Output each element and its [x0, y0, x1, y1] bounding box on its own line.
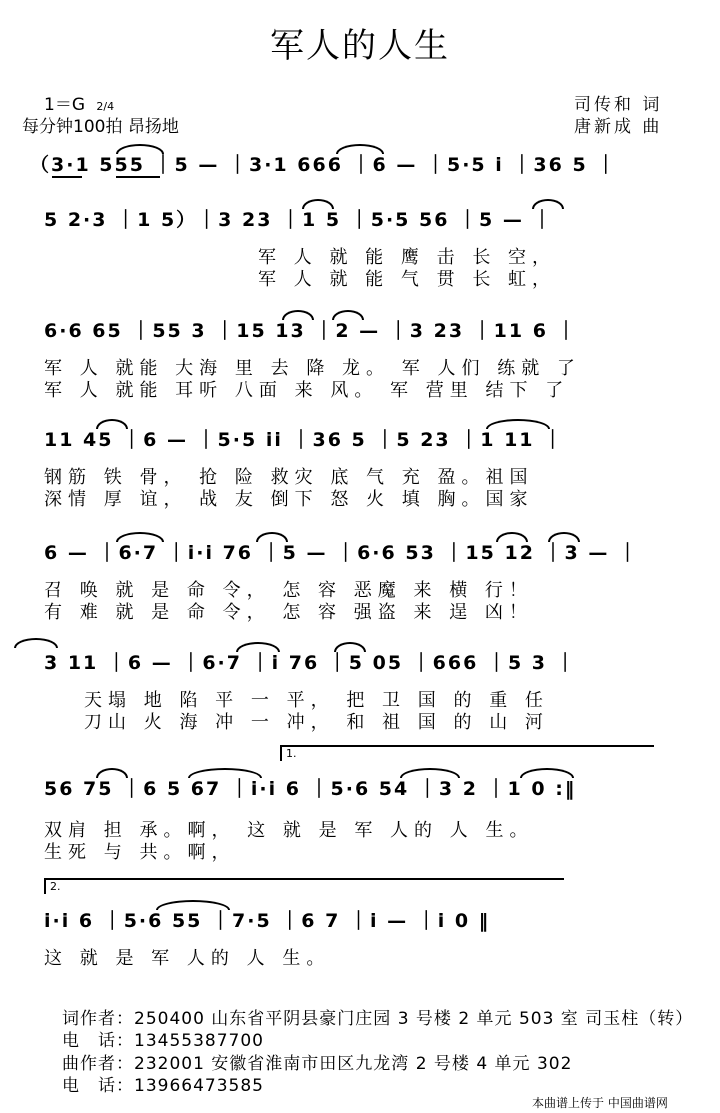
slur	[256, 532, 288, 542]
staff-row-3	[0, 316, 720, 406]
watermark-text: 本曲谱上传于 中国曲谱网	[532, 1096, 668, 1110]
notation-line: 6·6 65 ｜55 3 ｜15 13 ｜2 — ｜3 23 ｜11 6 ｜	[44, 320, 578, 342]
time-signature: 2/4	[96, 100, 115, 113]
lyric-verse-1: 召 唤 就 是 命 令， 怎 容 恶魔 来 横 行！	[44, 580, 533, 601]
beam-line	[52, 176, 82, 178]
composer-address: 曲作者：232001 安徽省淮南市田区九龙湾 2 号楼 4 单元 302	[62, 1054, 573, 1074]
key-label: 1＝G	[44, 95, 85, 115]
staff-row-2	[0, 205, 720, 295]
notation-line: 5 2·3 ｜1 5）｜3 23 ｜1 5 ｜5·5 56 ｜5 — ｜	[44, 209, 554, 231]
slur	[282, 310, 314, 320]
staff-row-6	[0, 648, 720, 738]
slur	[548, 532, 580, 542]
notation-line: （3·1 555 ｜5 — ｜3·1 666 ｜6 — ｜5·5 i ｜36 5 ｜	[30, 154, 618, 176]
lyric-verse-2: 军 人 就 能 气 贯 长 虹，	[258, 269, 557, 290]
lyric-verse-1: 军 人 就能 大海 里 去 降 龙。 军 人们 练就 了	[44, 358, 581, 379]
watermark-logo	[532, 1094, 668, 1111]
tempo-marking: 每分钟100拍 昂扬地	[22, 117, 179, 137]
composer-phone: 电 话：13966473585	[62, 1076, 264, 1096]
slur	[302, 199, 334, 209]
slur	[520, 768, 574, 778]
composer-credit: 唐新成 曲	[574, 117, 663, 137]
slur	[334, 642, 366, 652]
slur	[14, 638, 58, 648]
lyric-verse-1: 天塌 地 陷 平 一 平， 把 卫 国 的 重 任	[84, 690, 549, 711]
slur	[236, 642, 280, 652]
lyricist-address: 词作者：250400 山东省平阴县豪门庄园 3 号楼 2 单元 503 室 司玉柱（转）	[62, 1009, 694, 1029]
slur	[496, 532, 528, 542]
notation-line: 11 45 ｜6 — ｜5·5 ii ｜36 5 ｜5 23 ｜1 11 ｜	[44, 429, 565, 451]
lyric-verse-1: 这 就 是 军 人的 人 生。	[44, 948, 331, 969]
lyricist-credit: 司传和 词	[574, 95, 663, 115]
staff-row-1	[0, 150, 720, 190]
lyric-verse-2: 有 难 就 是 命 令， 怎 容 强盗 来 逞 凶！	[44, 602, 533, 623]
slur	[96, 768, 128, 778]
triplet-bracket	[116, 144, 164, 154]
staff-row-5	[0, 538, 720, 628]
lyric-verse-1: 钢筋 铁 骨， 抢 险 救灾 底 气 充 盈。祖国	[44, 467, 534, 488]
beam-line	[116, 176, 160, 178]
song-title: 军人的人生	[270, 26, 450, 66]
lyric-verse-2: 刀山 火 海 冲 一 冲， 和 祖 国 的 山 河	[84, 712, 549, 733]
lyric-verse-2: 深情 厚 谊， 战 友 倒下 怒 火 填 胸。国家	[44, 489, 534, 510]
slur	[400, 768, 460, 778]
staff-row-7	[0, 774, 720, 864]
slur	[156, 900, 230, 910]
notation-line: 6 — ｜6·7 ｜i·i 76 ｜5 — ｜6·6 53 ｜15 12 ｜3 — ｜	[44, 542, 639, 564]
notation-line: 56 75 ｜6 5 67 ｜i·i 6 ｜5·6 54 ｜3 2 ｜1 0 :‖	[44, 778, 577, 800]
slur	[116, 532, 164, 542]
lyric-verse-1: 双肩 担 承。啊， 这 就 是 军 人的 人 生。	[44, 820, 534, 841]
lyric-verse-2: 军 人 就能 耳听 八面 来 风。 军 营里 结下 了	[44, 380, 570, 401]
second-ending-bracket: 2.	[44, 878, 564, 894]
slur	[188, 768, 262, 778]
notation-line: i·i 6 ｜5·6 55 ｜7·5 ｜6 7 ｜i — ｜i 0 ‖	[44, 910, 491, 932]
staff-row-4	[0, 425, 720, 515]
lyric-verse-1: 军 人 就 能 鹰 击 长 空，	[258, 247, 557, 268]
slur	[332, 310, 364, 320]
notation-line: 3 11 ｜6 — ｜6·7 ｜i 76 ｜5 05 ｜666 ｜5 3 ｜	[44, 652, 577, 674]
triplet-bracket	[336, 144, 384, 154]
slur	[486, 419, 550, 429]
first-ending-bracket: 1.	[280, 745, 654, 761]
staff-row-8	[0, 906, 720, 976]
slur	[96, 419, 128, 429]
lyric-verse-2: 生死 与 共。啊，	[44, 842, 236, 863]
slur	[532, 199, 564, 209]
lyricist-phone: 电 话：13455387700	[62, 1031, 264, 1051]
